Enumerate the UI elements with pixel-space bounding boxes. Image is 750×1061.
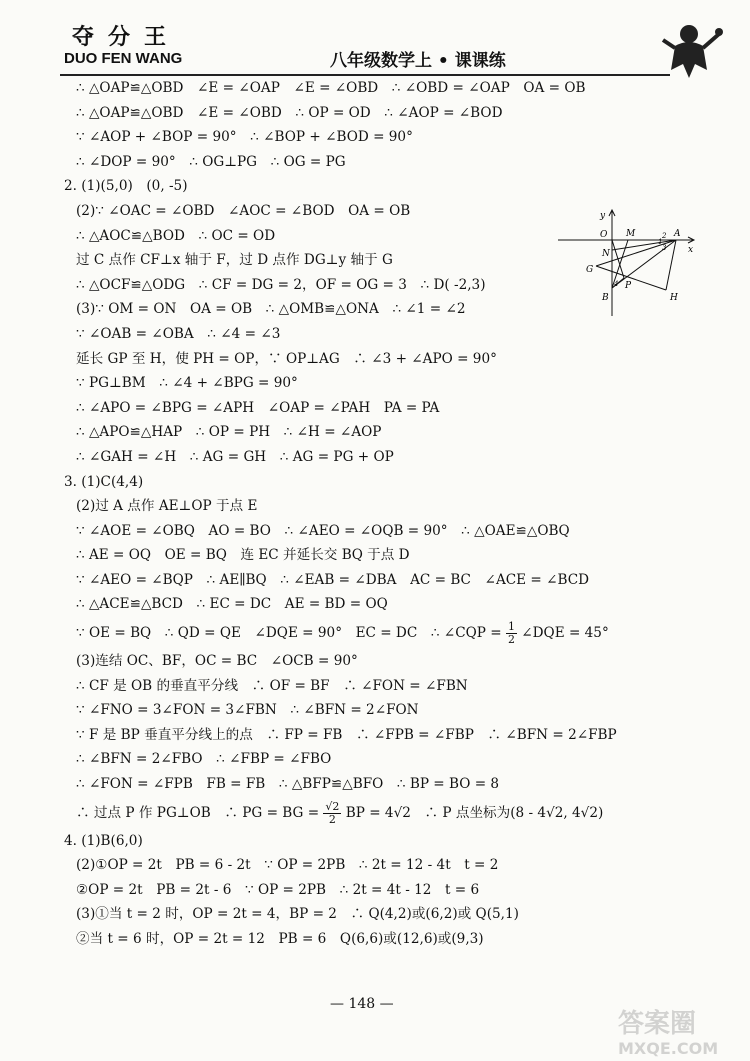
text-line: 过 C 点作 CF⊥x 轴于 F，过 D 点作 DG⊥y 轴于 G: [76, 252, 393, 269]
text-line: (3)∵ OM = ON OA = OB ∴ △OMB≌△ONA ∴ ∠1 = ∠2: [76, 301, 466, 318]
fraction: [323, 801, 341, 826]
text-line: ∴ △OAP≌△OBD ∠E = ∠OBD ∴ OP = OD ∴ ∠AOP = ∠BOD: [76, 104, 503, 121]
text-line: ∵ ∠AEO = ∠BQP ∴ AE∥BQ ∴ ∠EAB = ∠DBA AC = BC ∠ACE = ∠BCD: [76, 571, 590, 588]
fraction-numerator: 1: [507, 620, 515, 634]
text-line: ∴ ∠FON = ∠FPB FB = FB ∴ △BFP≌△BFO ∴ BP = BO = 8: [76, 776, 500, 793]
watermark-bottom: MXQE.COM: [618, 1039, 719, 1058]
figure-label: x: [688, 245, 694, 255]
text-line: (2)∵ ∠OAC = ∠OBD ∠AOC = ∠BOD OA = OB: [76, 202, 411, 219]
brand-english: DUO FEN WANG: [64, 50, 183, 67]
fraction-denominator: 2: [328, 812, 336, 826]
text-line: ∵ ∠FNO = 3∠FON = 3∠FBN ∴ ∠BFN = 2∠FON: [76, 702, 419, 719]
text-line: ∵ ∠AOE = ∠OBQ AO = BO ∴ ∠AEO = ∠OQB = 90° ∴ △OAE≌△OBQ: [76, 522, 570, 539]
text-line: (2)过 A 点作 AE⊥OP 于点 E: [76, 498, 258, 515]
text-line: ②OP = 2t PB = 2t - 6 ∵ OP = 2PB ∴ 2t = 4t - 12 t = 6: [76, 881, 480, 898]
figure-label: y: [600, 211, 606, 221]
figure-label: P: [625, 281, 632, 291]
figure-label: O: [600, 230, 608, 240]
figure-label: 2: [662, 232, 667, 240]
text-line-with-fraction: [76, 797, 716, 829]
text-line: ∴ △AOC≌△BOD ∴ OC = OD: [76, 227, 276, 244]
text-segment: ∠DQE = 45°: [521, 625, 609, 642]
text-line: ∵ ∠OAB = ∠OBA ∴ ∠4 = ∠3: [76, 325, 281, 342]
brand-chinese: 夺分王: [72, 24, 181, 50]
fraction-numerator: √2: [325, 799, 340, 813]
mascot-icon: [655, 20, 725, 82]
text-line: ∴ ∠BFN = 2∠FBO ∴ ∠FBP = ∠FBO: [76, 751, 332, 768]
text-segment: ∵ OE = BQ ∴ QD = QE ∠DQE = 90° EC = DC ∴ ∠CQP =: [76, 625, 502, 642]
watermark-logo: [610, 1002, 740, 1058]
text-line: ∵ ∠AOP + ∠BOP = 90° ∴ ∠BOP + ∠BOD = 90°: [76, 129, 413, 146]
text-segment: BP = 4√2 ∴ P 点坐标为(8 - 4√2, 4√2): [345, 804, 604, 821]
text-line: ∴ ∠DOP = 90° ∴ OG⊥PG ∴ OG = PG: [76, 153, 346, 170]
text-line: ∴ ∠APO = ∠BPG = ∠APH ∠OAP = ∠PAH PA = PA: [76, 399, 440, 416]
text-line: (3)①当 t = 2 时，OP = 2t = 4，BP = 2 ∴ Q(4,2)或(6,2)或 Q(5,1): [76, 906, 519, 923]
fraction: [506, 621, 517, 646]
text-line: ②当 t = 6 时，OP = 2t = 12 PB = 6 Q(6,6)或(12,6)或(9,3): [76, 931, 484, 947]
text-line: ∴ ∠GAH = ∠H ∴ AG = GH ∴ AG = PG + OP: [76, 448, 394, 465]
page-header: [0, 0, 750, 80]
text-line: (3)连结 OC、BF，OC = BC ∠OCB = 90°: [76, 653, 358, 670]
geometry-figure: [548, 206, 698, 318]
figure-label: B: [602, 293, 609, 303]
figure-label: H: [670, 293, 678, 303]
problem-heading: 2. (1)(5,0) (0, -5): [64, 178, 188, 195]
problem-heading: 4. (1)B(6,0): [64, 832, 143, 849]
figure-label: N: [602, 249, 610, 259]
text-segment: ∴ 过点 P 作 PG⊥OB ∴ PG = BG =: [76, 804, 320, 821]
text-line: ∵ PG⊥BM ∴ ∠4 + ∠BPG = 90°: [76, 375, 298, 392]
text-line: ∵ F 是 BP 垂直平分线上的点 ∴ FP = FB ∴ ∠FPB = ∠FBP ∴ ∠BFN = 2∠FBP: [76, 726, 617, 743]
figure-label: 3: [662, 244, 667, 252]
page-number: — 148 —: [330, 996, 394, 1012]
figure-label: 4: [614, 280, 619, 288]
text-line: ∴ △APO≌△HAP ∴ OP = PH ∴ ∠H = ∠AOP: [76, 424, 382, 441]
header-title: 八年级数学上 • 课课练: [330, 51, 506, 71]
text-line: ∴ △OCF≌△ODG ∴ CF = DG = 2，OF = OG = 3 ∴ D( -2,3): [76, 276, 486, 293]
text-line: ∴ △ACE≌△BCD ∴ EC = DC AE = BD = OQ: [76, 596, 388, 613]
figure-label: A: [674, 229, 681, 239]
text-line: ∴ AE = OQ OE = BQ 连 EC 并延长交 BQ 于点 D: [76, 547, 410, 564]
figure-label: M: [626, 229, 636, 239]
watermark-top: 答案圈: [618, 1009, 697, 1039]
figure-label: G: [586, 265, 594, 275]
figure-label: 1: [658, 238, 663, 246]
text-line: 延长 GP 至 H，使 PH = OP，∵ OP⊥AG ∴ ∠3 + ∠APO = 90°: [76, 350, 497, 367]
text-line-with-fraction: [76, 617, 716, 649]
text-line: ∴ CF 是 OB 的垂直平分线 ∴ OF = BF ∴ ∠FON = ∠FBN: [76, 677, 468, 694]
text-line: ∴ △OAP≌△OBD ∠E = ∠OAP ∠E = ∠OBD ∴ ∠OBD = ∠OAP OA = OB: [76, 80, 586, 96]
problem-heading: 3. (1)C(4,4): [64, 473, 144, 490]
text-line: (2)①OP = 2t PB = 6 - 2t ∵ OP = 2PB ∴ 2t = 12 - 4t t = 2: [76, 857, 499, 874]
fraction-denominator: 2: [507, 633, 515, 647]
